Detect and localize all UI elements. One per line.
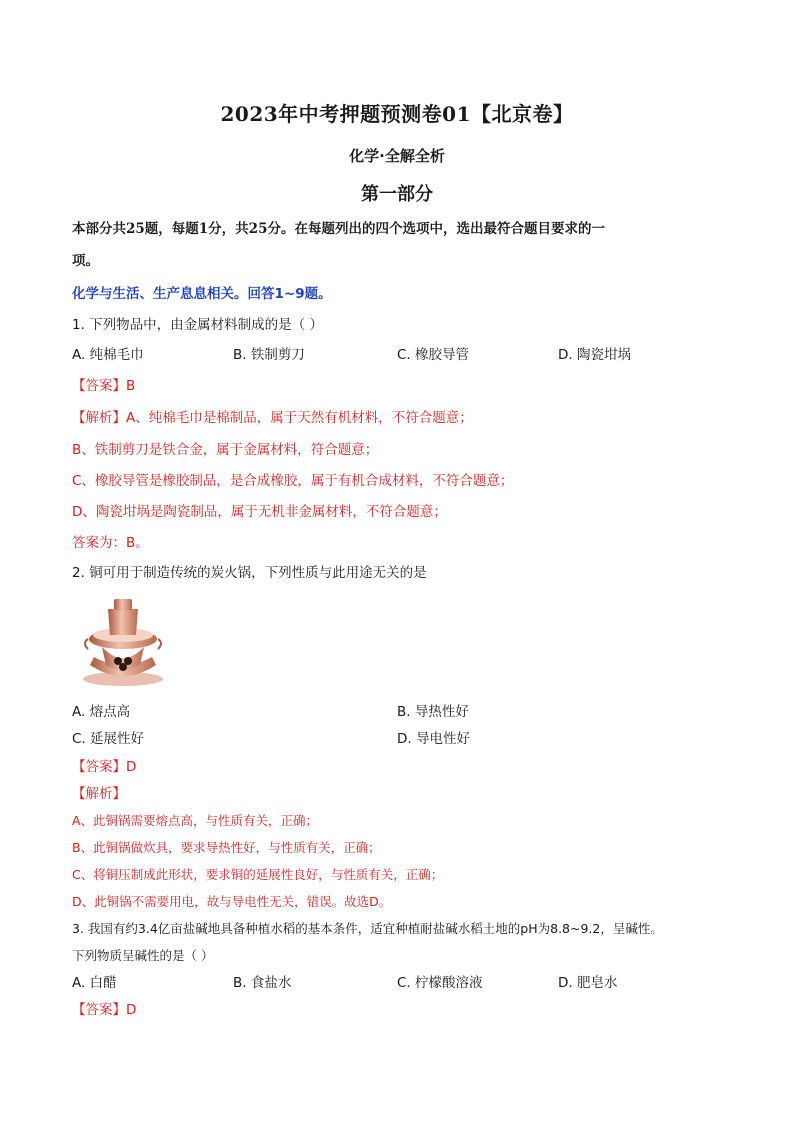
q3-stem-line-1: 3. 我国有约3.4亿亩盐碱地具备种植水稻的基本条件，适宜种植耐盐碱水稻土地的pH为8.8~9.2，呈碱性。 bbox=[72, 921, 663, 936]
q3-option-a: A. 白醋 bbox=[72, 975, 117, 991]
page-subtitle: 化学·全解全析 bbox=[349, 147, 445, 165]
q2-stem: 2. 铜可用于制造传统的炭火锅，下列性质与此用途无关的是 bbox=[72, 565, 427, 581]
page-title: 2023年中考押题预测卷01【北京卷】 bbox=[220, 102, 574, 126]
q1-analysis-line: B、铁制剪刀是铁合金，属于金属材料，符合题意； bbox=[72, 442, 379, 458]
q2-analysis-title: 【解析】 bbox=[72, 786, 126, 802]
q3-option-d: D. 肥皂水 bbox=[558, 975, 618, 991]
section-hint: 化学与生活、生产息息相关。回答1~9题。 bbox=[72, 286, 332, 302]
q2-analysis-line: B、此铜锅做炊具，要求导热性好，与性质有关，正确； bbox=[72, 840, 381, 855]
q3-answer: 【答案】D bbox=[72, 1002, 137, 1018]
intro-line-1: 本部分共25题，每题1分，共25分。在每题列出的四个选项中，选出最符合题目要求的一 bbox=[72, 221, 605, 237]
q2-analysis-line: D、此铜锅不需要用电，故与导电性无关，错误。故选D。 bbox=[72, 894, 392, 909]
q2-option-b: B. 导热性好 bbox=[397, 704, 469, 720]
q3-option-b: B. 食盐水 bbox=[233, 975, 292, 991]
q1-option-b: B. 铁制剪刀 bbox=[233, 347, 305, 363]
q3-option-c: C. 柠檬酸溶液 bbox=[397, 975, 483, 991]
q2-analysis-line: A、此铜锅需要熔点高，与性质有关，正确； bbox=[72, 813, 319, 828]
q2-option-a: A. 熔点高 bbox=[72, 704, 131, 720]
q2-analysis-line: C、将铜压制成此形状，要求铜的延展性良好，与性质有关，正确； bbox=[72, 867, 444, 882]
q3-stem-line-2: 下列物质呈碱性的是（ ） bbox=[72, 948, 214, 963]
intro-line-2: 项。 bbox=[72, 253, 99, 269]
q1-stem: 1. 下列物品中，由金属材料制成的是（ ） bbox=[72, 317, 323, 333]
q2-option-c: C. 延展性好 bbox=[72, 731, 145, 747]
q1-option-d: D. 陶瓷坩埚 bbox=[558, 347, 631, 363]
copper-hotpot-image bbox=[78, 595, 168, 687]
q1-option-c: C. 橡胶导管 bbox=[397, 347, 470, 363]
q1-analysis-line: C、橡胶导管是橡胶制品，是合成橡胶，属于有机合成材料，不符合题意； bbox=[72, 473, 514, 489]
q1-analysis-line: 【解析】A、纯棉毛巾是棉制品，属于天然有机材料，不符合题意； bbox=[72, 410, 473, 426]
q1-answer: 【答案】B bbox=[72, 378, 136, 394]
q1-conclusion: 答案为：B。 bbox=[72, 535, 149, 551]
q2-option-d: D. 导电性好 bbox=[397, 731, 470, 747]
part-heading: 第一部分 bbox=[361, 184, 433, 205]
q2-answer: 【答案】D bbox=[72, 759, 137, 775]
q1-option-a: A. 纯棉毛巾 bbox=[72, 347, 144, 363]
q1-analysis-line: D、陶瓷坩埚是陶瓷制品，属于无机非金属材料，不符合题意； bbox=[72, 504, 447, 520]
